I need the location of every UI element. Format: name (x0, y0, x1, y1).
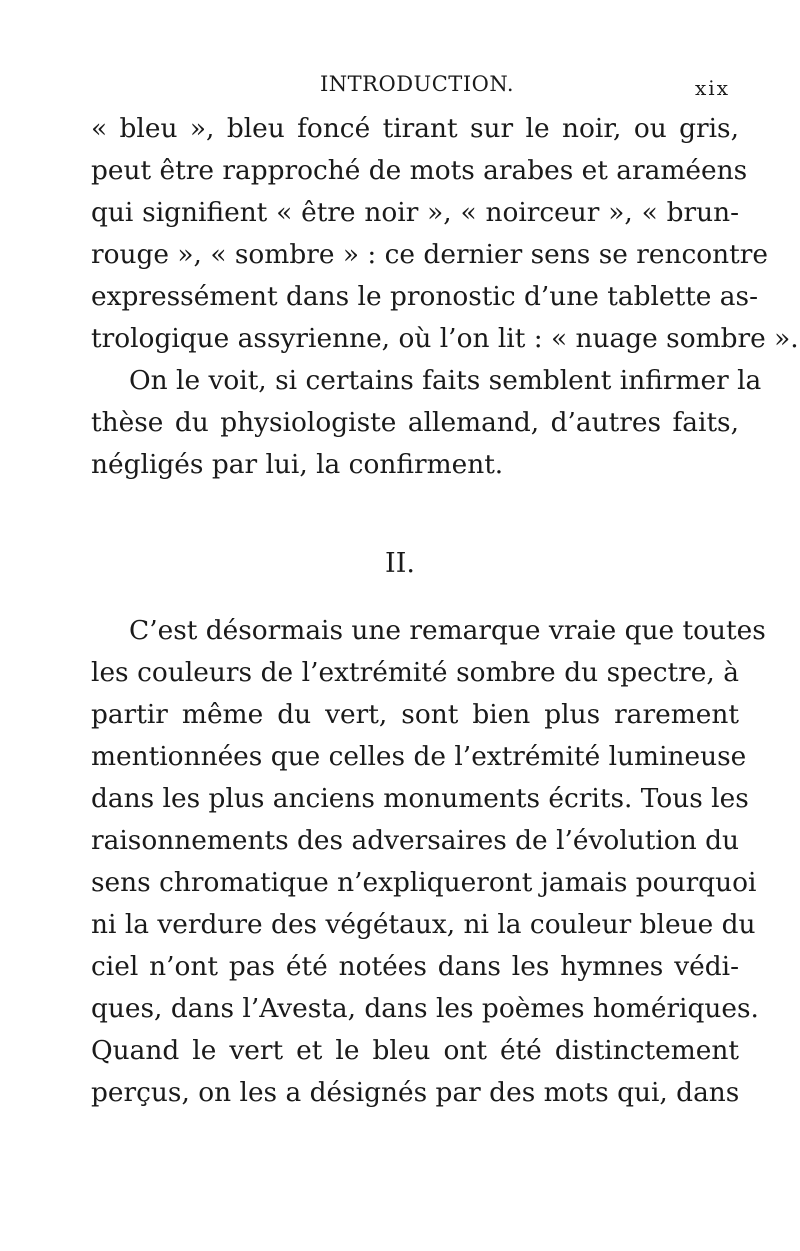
text-line: partir même du vert, sont bien plus rarement (91, 699, 739, 730)
text-line: peut être rapproché de mots arabes et araméens (91, 155, 748, 186)
text-line: trologique assyrienne, où l’on lit : « nuage sombre ». (91, 323, 799, 354)
text-line: rouge », « sombre » : ce dernier sens se rencontre (91, 239, 768, 270)
text-line: Quand le vert et le bleu ont été distinctement (91, 1035, 739, 1066)
text-line: dans les plus anciens monuments écrits. Tous les (91, 783, 749, 814)
text-block-2 (91, 610, 766, 1114)
text-line: les couleurs de l’extrémité sombre du spectre, à (91, 657, 739, 688)
text-line: ni la verdure des végétaux, ni la couleur bleue du (91, 909, 756, 940)
text-line: qui signifient « être noir », « noirceur », « brun- (91, 197, 739, 228)
page-header (90, 66, 730, 106)
text-line: ciel n’ont pas été notées dans les hymnes védi- (91, 951, 739, 982)
text-line: thèse du physiologiste allemand, d’autres faits, (91, 407, 739, 438)
text-line: ques, dans l’Avesta, dans les poèmes homériques. (91, 993, 759, 1024)
text-line: négligés par lui, la confirment. (91, 449, 504, 480)
section-heading: II. (385, 548, 415, 579)
text-line: C’est désormais une remarque vraie que toutes (129, 615, 766, 646)
text-line: On le voit, si certains faits semblent infirmer la (129, 365, 762, 396)
text-line: mentionnées que celles de l’extrémité lumineuse (91, 741, 747, 772)
text-line: expressément dans le pronostic d’une tablette as- (91, 281, 758, 312)
text-line: raisonnements des adversaires de l’évolution du (91, 825, 739, 856)
running-title: INTRODUCTION. (320, 72, 515, 96)
text-line: sens chromatique n’expliqueront jamais pourquoi (91, 867, 757, 898)
page-number: xix (695, 76, 730, 100)
text-line: « bleu », bleu foncé tirant sur le noir, ou gris, (91, 113, 739, 144)
text-line: perçus, on les a désignés par des mots qui, dans (91, 1077, 740, 1108)
text-block-1 (91, 108, 799, 486)
